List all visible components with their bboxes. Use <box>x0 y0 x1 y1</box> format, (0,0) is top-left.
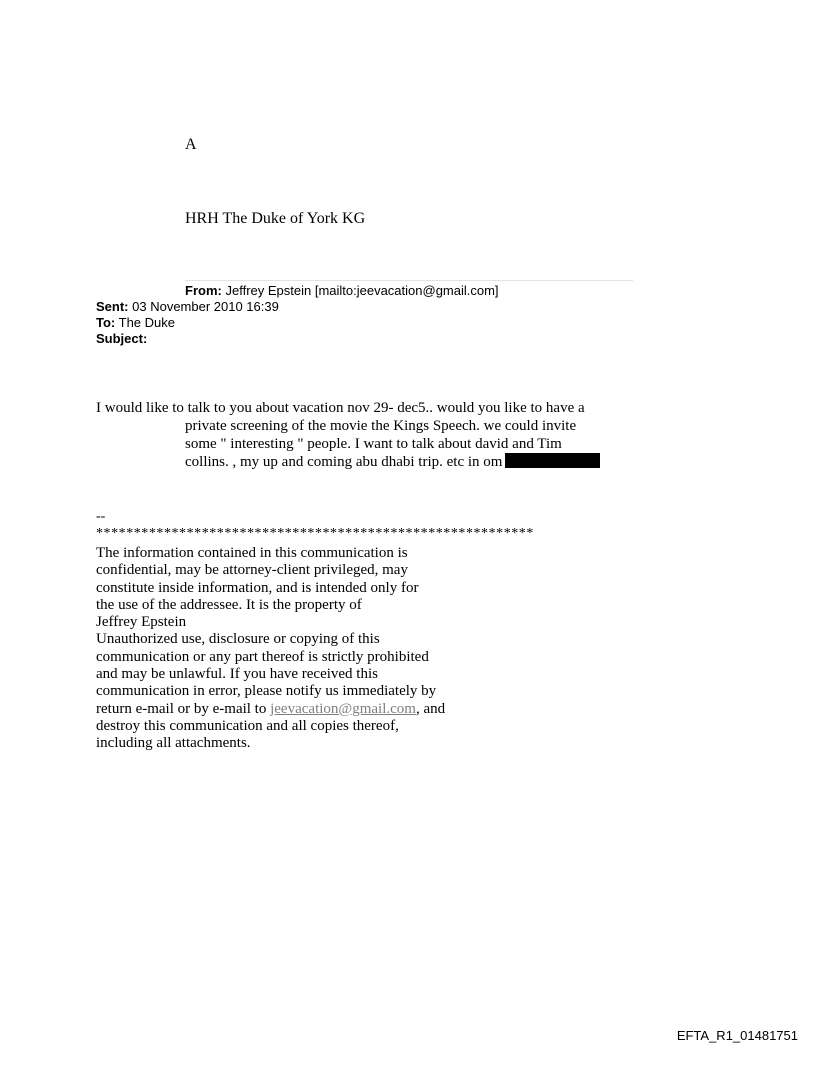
email-sent-row <box>96 299 279 315</box>
disclaimer-line: confidential, may be attorney-client privileged, may <box>96 562 408 579</box>
sent-label: Sent: <box>96 299 129 314</box>
disclaimer-line: Unauthorized use, disclosure or copying of this <box>96 631 380 648</box>
to-value: The Duke <box>118 315 176 330</box>
email-body-line-3: some " interesting " people. I want to talk about david and Tim <box>185 436 562 452</box>
subject-label: Subject: <box>96 331 148 346</box>
disclaimer-line: including all attachments. <box>96 735 251 752</box>
email-from-row <box>185 283 499 299</box>
asterisk-divider: ********************************************************** <box>96 526 534 541</box>
disclaimer-line-email <box>96 701 496 718</box>
confidentiality-disclaimer <box>96 545 496 753</box>
disclaimer-line: communication or any part thereof is strictly prohibited <box>96 648 429 665</box>
addressee: HRH The Duke of York KG <box>185 210 366 227</box>
disclaimer-return-prefix: return e-mail or by e-mail to <box>96 700 271 717</box>
document-id: EFTA_R1_01481751 <box>676 1028 798 1043</box>
redaction-block <box>505 453 600 468</box>
email-subject-row <box>96 331 147 347</box>
email-body-line-4 <box>185 453 600 471</box>
disclaimer-return-suffix: , and <box>415 700 446 717</box>
sent-value: 03 November 2010 16:39 <box>132 299 279 314</box>
email-body-line-4-text: collins. , my up and coming abu dhabi trip. etc in om <box>185 454 503 470</box>
header-divider <box>185 280 633 281</box>
from-label: From: <box>185 283 222 298</box>
disclaimer-line: destroy this communication and all copies thereof, <box>96 717 399 734</box>
signature-separator: -- <box>96 509 106 524</box>
to-label: To: <box>96 315 116 330</box>
letter-initial: A <box>185 136 197 153</box>
disclaimer-line: communication in error, please notify us immediately by <box>96 683 437 700</box>
disclaimer-line: The information contained in this communication is <box>96 545 408 561</box>
email-body-line-1: I would like to talk to you about vacation nov 29- dec5.. would you like to have a <box>96 400 585 416</box>
disclaimer-line: and may be unlawful. If you have received this <box>96 666 378 683</box>
disclaimer-line: Jeffrey Epstein <box>96 614 187 631</box>
disclaimer-line: constitute inside information, and is intended only for <box>96 579 419 596</box>
from-value: Jeffrey Epstein [mailto:jeevacation@gmail.com] <box>225 283 499 298</box>
email-to-row <box>96 315 175 331</box>
email-body-line-2: private screening of the movie the Kings Speech. we could invite <box>185 418 577 434</box>
disclaimer-email-link[interactable]: jeevacation@gmail.com <box>270 700 416 717</box>
disclaimer-line: the use of the addressee. It is the property of <box>96 596 362 613</box>
